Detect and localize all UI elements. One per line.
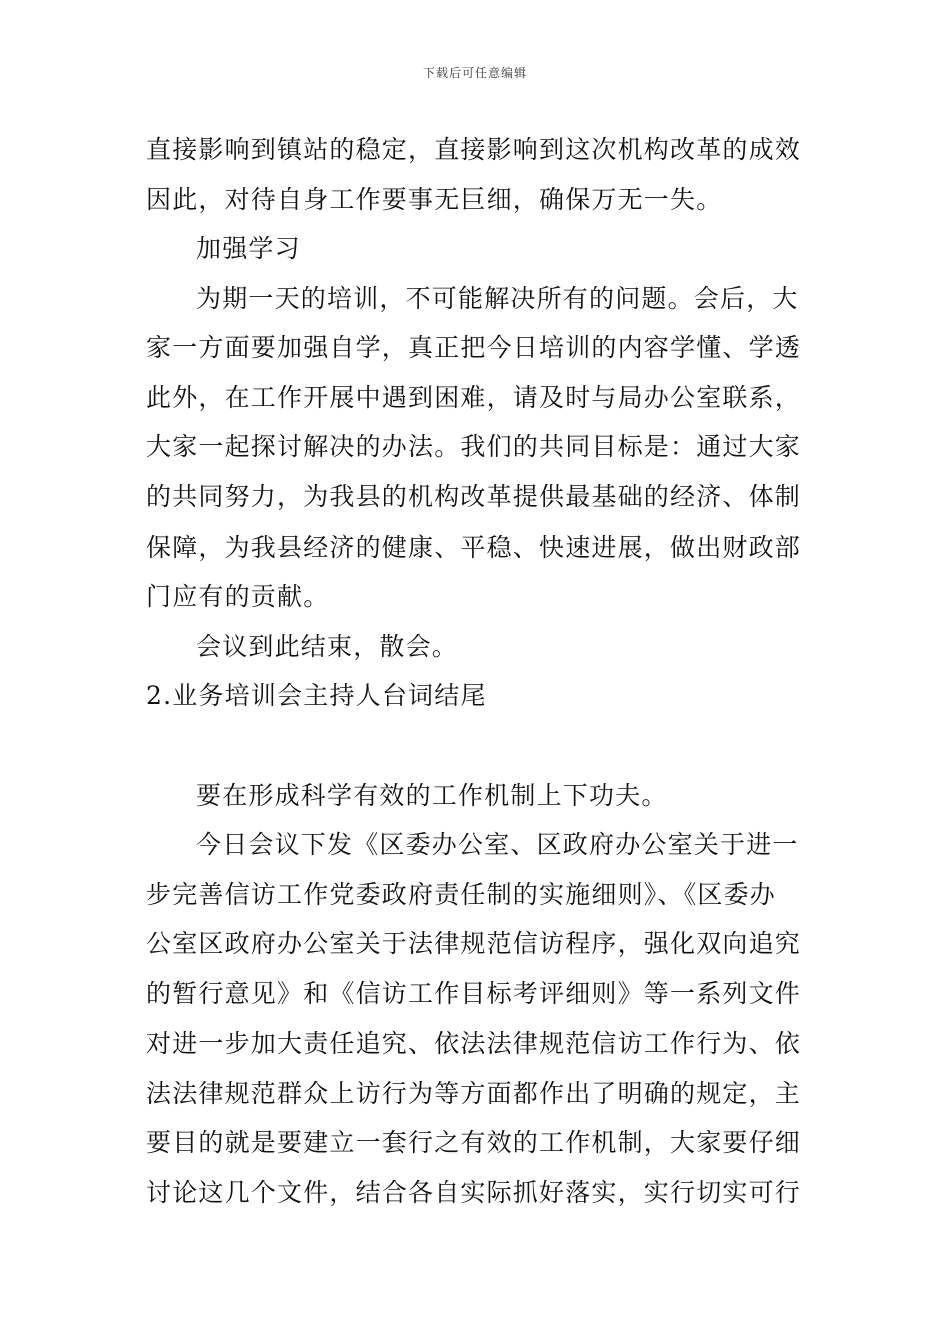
page-header: 下载后可任意编辑	[422, 66, 527, 80]
body-line: 会议到此结束，散会。	[196, 632, 459, 661]
body-line: 的暂行意见》和《信访工作目标考评细则》等一系列文件	[146, 979, 802, 1008]
body-line: 步完善信访工作党委政府责任制的实施细则》、《区委办	[146, 880, 777, 909]
body-line: 公室区政府办公室关于法律规范信访程序，强化双向追究	[146, 929, 802, 958]
body-line: 对进一步加大责任追究、依法法律规范信访工作行为、依	[146, 1029, 802, 1058]
body-line: 家一方面要加强自学，真正把今日培训的内容学懂、学透	[146, 333, 802, 362]
body-line: 要目的就是要建立一套行之有效的工作机制，大家要仔细	[146, 1128, 802, 1157]
body-line: 法法律规范群众上访行为等方面都作出了明确的规定，主	[146, 1079, 802, 1108]
body-line: 讨论这几个文件，结合各自实际抓好落实，实行切实可行	[146, 1178, 802, 1207]
body-line: 为期一天的培训，不可能解决所有的问题。会后，大	[196, 284, 799, 313]
section-title: 2.业务培训会主持人台词结尾	[146, 681, 487, 710]
body-line: 大家一起探讨解决的办法。我们的共同目标是：通过大家	[146, 432, 802, 461]
body-line: 要在形成科学有效的工作机制上下功夫。	[196, 781, 668, 810]
body-line: 此外，在工作开展中遇到困难，请及时与局办公室联系，	[146, 383, 802, 412]
body-line: 保障，为我县经济的健康、平稳、快速进展，做出财政部	[146, 533, 802, 562]
body-line: 今日会议下发《区委办公室、区政府办公室关于进一	[196, 830, 799, 859]
body-line: 因此，对待自身工作要事无巨细，确保万无一失。	[146, 185, 723, 214]
section-heading: 加强学习	[196, 234, 301, 263]
body-line: 直接影响到镇站的稳定，直接影响到这次机构改革的成效	[146, 135, 802, 164]
body-line: 的共同努力，为我县的机构改革提供最基础的经济、体制	[146, 482, 802, 511]
body-line: 门应有的贡献。	[146, 582, 330, 611]
